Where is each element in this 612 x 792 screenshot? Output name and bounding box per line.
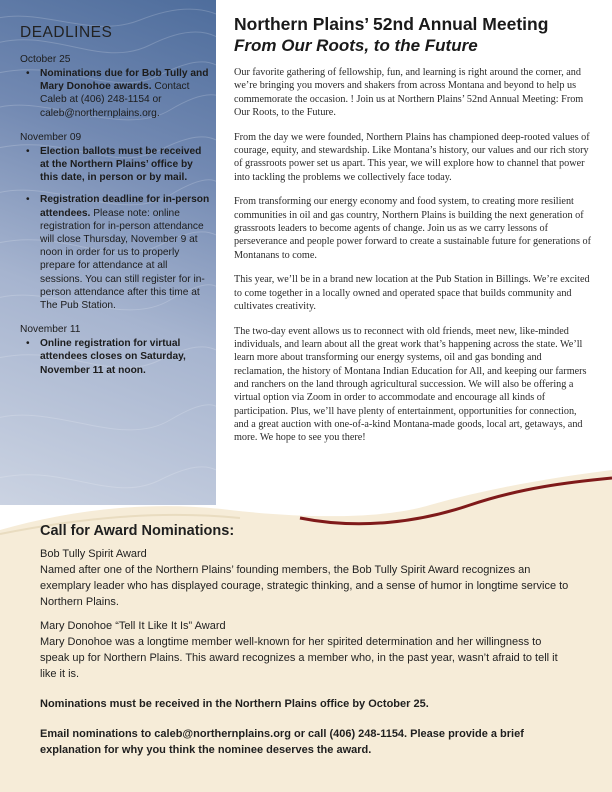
award-description: Mary Donohoe was a longtime member well-known for her spirited determination and her willingness to speak up for Northern Plains. This award recognizes a member who, in the past year, wasn’t afraid to tell it like it is.	[40, 636, 558, 680]
award-nominations-section	[40, 523, 570, 772]
nomination-deadline-note: Nominations must be received in the Northern Plains office by October 25.	[40, 698, 429, 710]
article-paragraph: Our favorite gathering of fellowship, fun, and learning is right around the corner, and we’re bringing you movers and shakers from across Montana and beyond to help us commemorate the occasion. ! Join us at Northern Plains’ 52nd Annual Meeting: From Our Roots, to the Future.	[234, 67, 584, 118]
deadline-date: November 11	[20, 324, 81, 336]
article-paragraph: This year, we’ll be in a brand new location at the Pub Station in Billings. We’re excited to come together in a locally owned and operated space that builds community and cultivates creativity.	[234, 274, 590, 312]
deadline-list	[20, 145, 210, 312]
article-title: Northern Plains’ 52nd Annual Meeting	[234, 14, 549, 34]
bullet-icon: •	[26, 194, 30, 206]
deadline-date: November 09	[20, 131, 82, 143]
bullet-icon: •	[26, 68, 30, 79]
bullet-icon: •	[26, 145, 30, 157]
article	[234, 13, 592, 456]
deadline-date: October 25	[20, 54, 71, 65]
article-paragraph: From the day we were founded, Northern Plains has championed deep-rooted values of courage, equity, and stewardship. Like Montana’s history, our values and our rich story of grassroots power set us apart. This year, we will explore how to channel that power into tackling the problems we collectively face today.	[234, 131, 590, 183]
award-name: Mary Donohoe “Tell It Like It Is” Award	[40, 620, 226, 632]
article-subtitle: From Our Roots, to the Future	[234, 36, 478, 55]
award-section-title: Call for Award Nominations:	[40, 523, 235, 539]
deadline-list	[20, 67, 210, 120]
deadline-item: • Nominations due for Bob Tully and Mary Donohoe awards. Contact Caleb at (406) 248-1154 or caleb@northernplains.org.	[26, 68, 209, 119]
article-paragraph: The two-day event allows us to reconnect with old friends, meet new, like-minded individuals, and learn about all the great work that’s happening across the state. We’ll learn more about transforming our energy systems, oil and gas bonding and reclamation, the history of Montana Indian Education for All, and keeping our farmers and ranchers on the land through agricultural succession. We will also be offering a virtual option via Zoom in order to accommodate and encourage all kinds of participation. Plus, we’ll have plenty of entertainment, opportunities for connection, and a great auction with one-of-a-kind Montana-made goods, local art, getaways, and more. We hope to see you there!	[234, 325, 587, 444]
award-name: Bob Tully Spirit Award	[40, 548, 147, 560]
nomination-contact-note: Email nominations to caleb@northernplains.org or call (406) 248-1154. Please provide a brief explanation for why you think the nominee deserves the award.	[40, 728, 524, 756]
deadline-list	[20, 337, 210, 377]
deadline-item: • Registration deadline for in-person attendees. Please note: online registration for in-person attendance will close Thursday, November 9 at noon in order for us to properly prepare for attendance at all sessions. You can still register for in-person attendance after this time at The Pub Station.	[26, 194, 210, 312]
bullet-icon: •	[26, 338, 30, 350]
award-description: Named after one of the Northern Plains’ founding members, the Bob Tully Spirit Award recognizes an exemplary leader who has displayed courage, strategic thinking, and a sense of humor in longtime service to Northern Plains.	[40, 564, 569, 608]
deadline-item: • Online registration for virtual attendees closes on Saturday, November 11 at noon.	[26, 338, 186, 376]
deadlines-heading: DEADLINES	[20, 24, 113, 41]
deadline-item: • Election ballots must be received at the Northern Plains’ office by this date, in person or by mail.	[26, 145, 202, 184]
deadlines-sidebar	[0, 0, 216, 505]
article-paragraph: From transforming our energy economy and food system, to creating more resilient communities in oil and gas country, Northern Plains is building the next generation of grassroots leaders to become agents of change. Join us as we carry lessons of perseverance and people power forward to create a sustainable future for generations of Montanans to come.	[234, 196, 591, 261]
